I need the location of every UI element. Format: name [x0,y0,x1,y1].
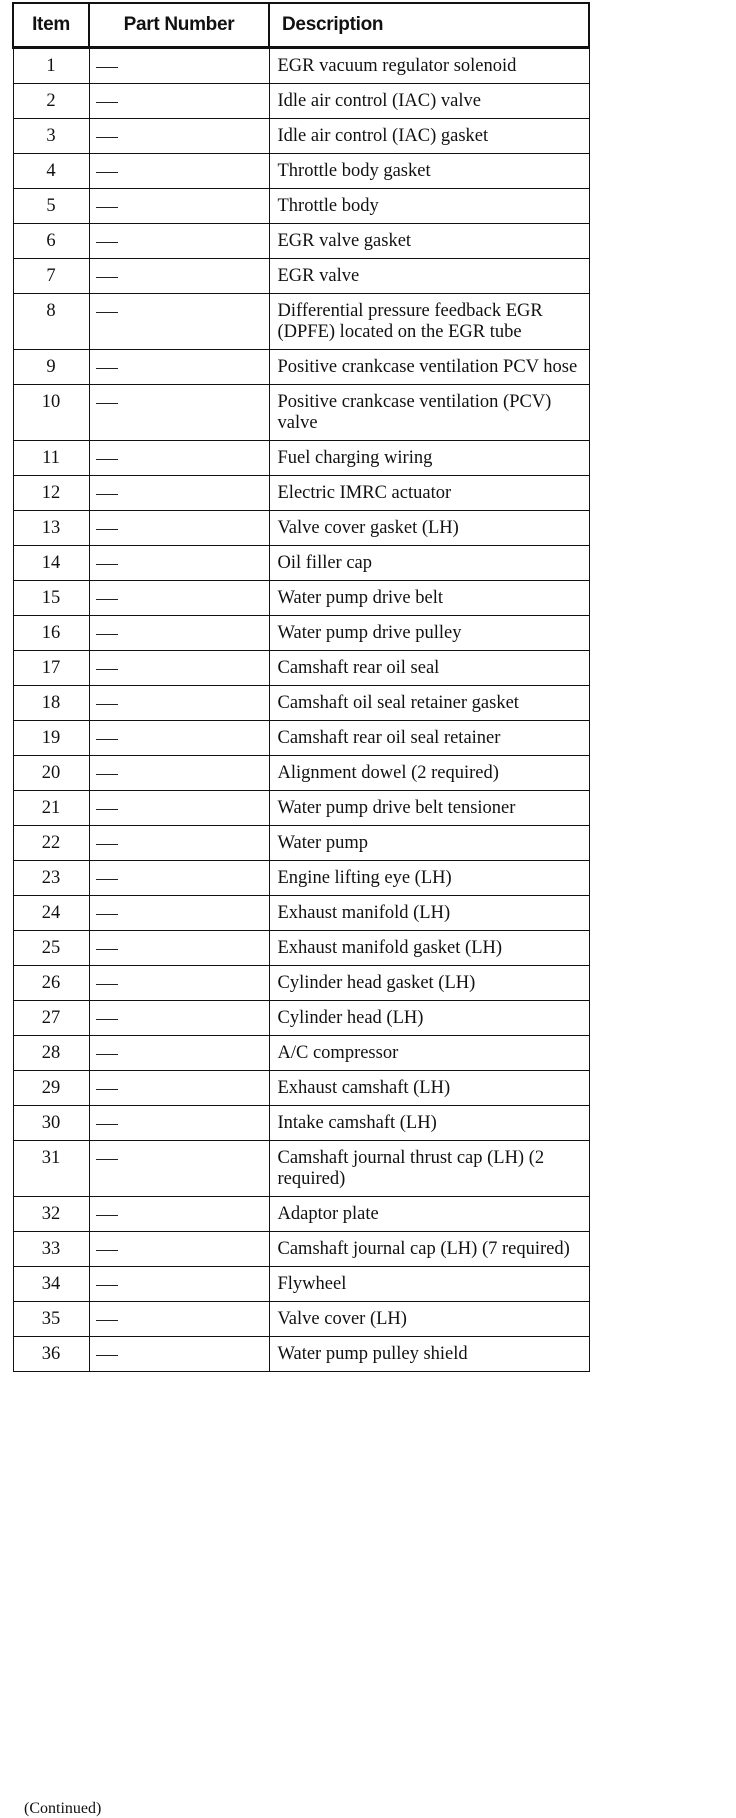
part-number-cell [89,259,269,294]
item-number-cell: 11 [13,441,89,476]
part-number-dash [96,1019,118,1020]
table-row [13,651,589,686]
part-number-dash [96,137,118,138]
part-number-cell [89,1267,269,1302]
description-cell: Cylinder head (LH) [269,1001,589,1036]
part-number-dash [96,879,118,880]
part-number-cell [89,1001,269,1036]
item-number-cell: 28 [13,1036,89,1071]
description-cell: Flywheel [269,1267,589,1302]
table-row [13,1141,589,1197]
part-number-dash [96,1355,118,1356]
table-row [13,1036,589,1071]
part-number-dash [96,277,118,278]
table-row [13,385,589,441]
item-number-cell: 20 [13,756,89,791]
table-row [13,1267,589,1302]
part-number-dash [96,1124,118,1125]
part-number-cell [89,84,269,119]
item-number-cell: 9 [13,350,89,385]
part-number-cell [89,1197,269,1232]
description-cell: Water pump drive belt tensioner [269,791,589,826]
part-number-cell [89,1106,269,1141]
item-number-cell: 32 [13,1197,89,1232]
part-number-dash [96,529,118,530]
item-number-cell: 4 [13,154,89,189]
description-cell: Camshaft rear oil seal [269,651,589,686]
item-number-cell: 21 [13,791,89,826]
description-cell: Engine lifting eye (LH) [269,861,589,896]
part-number-cell [89,1036,269,1071]
part-number-cell [89,189,269,224]
item-number-cell: 2 [13,84,89,119]
table-row [13,861,589,896]
item-number-cell: 24 [13,896,89,931]
description-cell: EGR valve gasket [269,224,589,259]
description-cell: Throttle body [269,189,589,224]
item-number-cell: 31 [13,1141,89,1197]
item-number-cell: 1 [13,48,89,84]
table-row [13,1337,589,1372]
part-number-dash [96,1250,118,1251]
table-row [13,1106,589,1141]
part-number-dash [96,774,118,775]
table-header [13,3,589,48]
part-number-dash [96,403,118,404]
description-cell: Oil filler cap [269,546,589,581]
part-number-dash [96,914,118,915]
table-row [13,511,589,546]
table-row [13,1232,589,1267]
table-row [13,350,589,385]
table-row [13,189,589,224]
item-number-cell: 25 [13,931,89,966]
item-number-cell: 6 [13,224,89,259]
item-number-cell: 15 [13,581,89,616]
part-number-cell [89,48,269,84]
part-number-cell [89,861,269,896]
part-number-cell [89,476,269,511]
description-cell: Camshaft rear oil seal retainer [269,721,589,756]
description-cell: Cylinder head gasket (LH) [269,966,589,1001]
table-row [13,791,589,826]
part-number-column-header: Part Number [89,3,269,48]
part-number-dash [96,1054,118,1055]
table-row [13,966,589,1001]
description-cell: Exhaust manifold gasket (LH) [269,931,589,966]
part-number-cell [89,1337,269,1372]
table-row [13,546,589,581]
table-row [13,896,589,931]
item-number-cell: 13 [13,511,89,546]
item-number-cell: 12 [13,476,89,511]
part-number-dash [96,207,118,208]
part-number-dash [96,368,118,369]
part-number-cell [89,686,269,721]
table-row [13,441,589,476]
description-cell: Exhaust manifold (LH) [269,896,589,931]
part-number-dash [96,739,118,740]
description-cell: Adaptor plate [269,1197,589,1232]
part-number-cell [89,931,269,966]
part-number-cell [89,350,269,385]
part-number-dash [96,494,118,495]
table-row [13,294,589,350]
description-cell: Alignment dowel (2 required) [269,756,589,791]
description-cell: A/C compressor [269,1036,589,1071]
item-number-cell: 17 [13,651,89,686]
description-cell: Intake camshaft (LH) [269,1106,589,1141]
part-number-cell [89,581,269,616]
header-row [13,3,589,48]
part-number-dash [96,1159,118,1160]
part-number-dash [96,1215,118,1216]
table-row [13,686,589,721]
table-row [13,581,589,616]
description-cell: Throttle body gasket [269,154,589,189]
item-number-cell: 3 [13,119,89,154]
part-number-dash [96,1089,118,1090]
description-cell: Idle air control (IAC) gasket [269,119,589,154]
item-number-cell: 16 [13,616,89,651]
item-number-cell: 34 [13,1267,89,1302]
table-body [13,48,589,1372]
table-row [13,259,589,294]
item-number-cell: 19 [13,721,89,756]
description-cell: Water pump drive belt [269,581,589,616]
part-number-cell [89,546,269,581]
item-number-cell: 14 [13,546,89,581]
description-cell: Positive crankcase ventilation (PCV) valve [269,385,589,441]
item-number-cell: 29 [13,1071,89,1106]
description-cell: Positive crankcase ventilation PCV hose [269,350,589,385]
description-cell: Valve cover (LH) [269,1302,589,1337]
part-number-dash [96,1320,118,1321]
part-number-cell [89,651,269,686]
part-number-dash [96,669,118,670]
part-number-dash [96,172,118,173]
part-number-cell [89,616,269,651]
table-row [13,756,589,791]
item-number-cell: 22 [13,826,89,861]
item-number-cell: 35 [13,1302,89,1337]
item-number-cell: 18 [13,686,89,721]
part-number-cell [89,1141,269,1197]
part-number-dash [96,102,118,103]
item-number-cell: 5 [13,189,89,224]
part-number-dash [96,599,118,600]
description-cell: EGR valve [269,259,589,294]
description-cell: Electric IMRC actuator [269,476,589,511]
part-number-dash [96,312,118,313]
table-row [13,1001,589,1036]
item-number-cell: 36 [13,1337,89,1372]
item-number-cell: 7 [13,259,89,294]
table-row [13,616,589,651]
part-number-dash [96,809,118,810]
part-number-cell [89,721,269,756]
item-number-cell: 10 [13,385,89,441]
part-number-cell [89,441,269,476]
part-number-dash [96,634,118,635]
part-number-cell [89,385,269,441]
part-number-cell [89,1232,269,1267]
item-number-cell: 27 [13,1001,89,1036]
part-number-cell [89,1071,269,1106]
part-number-dash [96,704,118,705]
table-row [13,1302,589,1337]
part-number-cell [89,511,269,546]
part-number-dash [96,564,118,565]
description-cell: Valve cover gasket (LH) [269,511,589,546]
table-row [13,476,589,511]
table-row [13,721,589,756]
part-number-cell [89,119,269,154]
table-row [13,48,589,84]
description-cell: Fuel charging wiring [269,441,589,476]
item-column-header: Item [13,3,89,48]
item-number-cell: 8 [13,294,89,350]
part-number-dash [96,67,118,68]
part-number-dash [96,844,118,845]
part-number-cell [89,896,269,931]
part-number-dash [96,1285,118,1286]
part-number-dash [96,242,118,243]
description-cell: EGR vacuum regulator solenoid [269,48,589,84]
description-cell: Water pump [269,826,589,861]
table-row [13,931,589,966]
description-cell: Water pump drive pulley [269,616,589,651]
item-number-cell: 23 [13,861,89,896]
part-number-cell [89,756,269,791]
table-row [13,119,589,154]
part-number-cell [89,294,269,350]
item-number-cell: 33 [13,1232,89,1267]
table-row [13,154,589,189]
part-number-cell [89,826,269,861]
description-cell: Differential pressure feedback EGR (DPFE) located on the EGR tube [269,294,589,350]
part-number-dash [96,459,118,460]
continued-note: (Continued) [24,1800,102,1817]
item-number-cell: 26 [13,966,89,1001]
part-number-cell [89,154,269,189]
description-cell: Camshaft journal cap (LH) (7 required) [269,1232,589,1267]
description-cell: Camshaft journal thrust cap (LH) (2 required) [269,1141,589,1197]
part-number-dash [96,984,118,985]
description-cell: Idle air control (IAC) valve [269,84,589,119]
part-number-cell [89,1302,269,1337]
description-cell: Exhaust camshaft (LH) [269,1071,589,1106]
parts-table [12,2,590,1372]
table-row [13,84,589,119]
table-row [13,826,589,861]
description-cell: Water pump pulley shield [269,1337,589,1372]
description-cell: Camshaft oil seal retainer gasket [269,686,589,721]
item-number-cell: 30 [13,1106,89,1141]
part-number-cell [89,966,269,1001]
table-row [13,1197,589,1232]
table-row [13,224,589,259]
description-column-header: Description [269,3,589,48]
table-row [13,1071,589,1106]
part-number-dash [96,949,118,950]
part-number-cell [89,224,269,259]
part-number-cell [89,791,269,826]
